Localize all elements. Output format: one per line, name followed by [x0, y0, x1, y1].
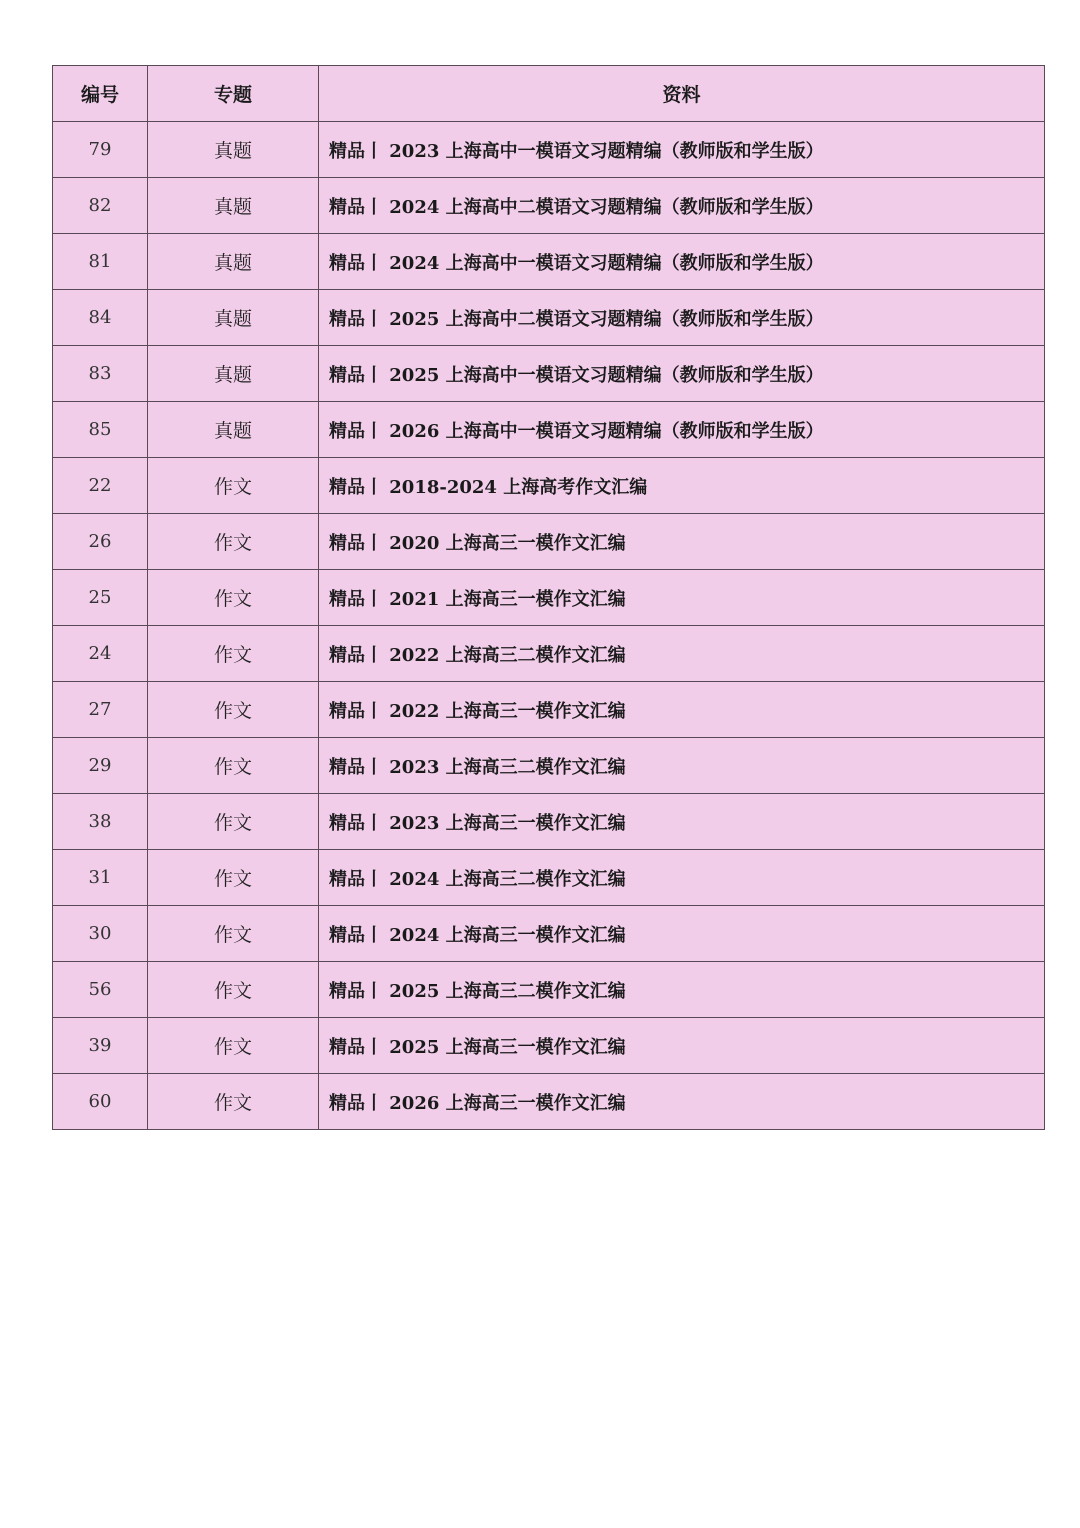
table-body [53, 122, 1045, 1130]
header-row [53, 66, 1045, 122]
table-row [53, 122, 1045, 178]
row-topic: 作文 [148, 1018, 319, 1074]
row-topic: 作文 [148, 794, 319, 850]
row-material: 精品丨 2022 上海高三一模作文汇编 [319, 682, 1045, 738]
row-number: 60 [53, 1074, 148, 1130]
row-topic: 真题 [148, 290, 319, 346]
catalog-table [52, 65, 1045, 1130]
row-number: 26 [53, 514, 148, 570]
table-row [53, 458, 1045, 514]
row-number: 83 [53, 346, 148, 402]
row-material: 精品丨 2024 上海高中一模语文习题精编（教师版和学生版） [319, 234, 1045, 290]
row-material: 精品丨 2024 上海高中二模语文习题精编（教师版和学生版） [319, 178, 1045, 234]
row-topic: 作文 [148, 962, 319, 1018]
row-topic: 真题 [148, 402, 319, 458]
table-row [53, 794, 1045, 850]
row-material: 精品丨 2026 上海高三一模作文汇编 [319, 1074, 1045, 1130]
row-topic: 真题 [148, 234, 319, 290]
table-row [53, 234, 1045, 290]
row-material: 精品丨 2026 上海高中一模语文习题精编（教师版和学生版） [319, 402, 1045, 458]
table-row [53, 682, 1045, 738]
row-material: 精品丨 2025 上海高三二模作文汇编 [319, 962, 1045, 1018]
row-number: 56 [53, 962, 148, 1018]
row-topic: 作文 [148, 850, 319, 906]
table-row [53, 402, 1045, 458]
row-number: 29 [53, 738, 148, 794]
table-row [53, 570, 1045, 626]
row-topic: 作文 [148, 570, 319, 626]
row-material: 精品丨 2023 上海高三一模作文汇编 [319, 794, 1045, 850]
table-row [53, 514, 1045, 570]
row-topic: 作文 [148, 738, 319, 794]
row-material: 精品丨 2025 上海高中二模语文习题精编（教师版和学生版） [319, 290, 1045, 346]
row-topic: 真题 [148, 346, 319, 402]
row-topic: 作文 [148, 906, 319, 962]
row-number: 81 [53, 234, 148, 290]
row-material: 精品丨 2021 上海高三一模作文汇编 [319, 570, 1045, 626]
row-material: 精品丨 2023 上海高中一模语文习题精编（教师版和学生版） [319, 122, 1045, 178]
row-material: 精品丨 2022 上海高三二模作文汇编 [319, 626, 1045, 682]
table-row [53, 346, 1045, 402]
row-topic: 真题 [148, 122, 319, 178]
table-header [53, 66, 1045, 122]
header-number: 编号 [53, 66, 148, 122]
table-row [53, 290, 1045, 346]
row-number: 24 [53, 626, 148, 682]
row-number: 84 [53, 290, 148, 346]
row-material: 精品丨 2024 上海高三一模作文汇编 [319, 906, 1045, 962]
row-topic: 作文 [148, 682, 319, 738]
row-material: 精品丨 2025 上海高中一模语文习题精编（教师版和学生版） [319, 346, 1045, 402]
table-row [53, 1018, 1045, 1074]
header-topic: 专题 [148, 66, 319, 122]
row-topic: 作文 [148, 514, 319, 570]
row-number: 31 [53, 850, 148, 906]
table-row [53, 1074, 1045, 1130]
table-row [53, 738, 1045, 794]
row-number: 39 [53, 1018, 148, 1074]
row-number: 82 [53, 178, 148, 234]
table-row [53, 626, 1045, 682]
row-topic: 作文 [148, 626, 319, 682]
table-row [53, 906, 1045, 962]
row-topic: 作文 [148, 458, 319, 514]
row-material: 精品丨 2023 上海高三二模作文汇编 [319, 738, 1045, 794]
row-number: 27 [53, 682, 148, 738]
row-number: 38 [53, 794, 148, 850]
row-material: 精品丨 2024 上海高三二模作文汇编 [319, 850, 1045, 906]
row-material: 精品丨 2020 上海高三一模作文汇编 [319, 514, 1045, 570]
row-number: 79 [53, 122, 148, 178]
row-topic: 真题 [148, 178, 319, 234]
row-number: 25 [53, 570, 148, 626]
table-row [53, 962, 1045, 1018]
header-material: 资料 [319, 66, 1045, 122]
table-row [53, 178, 1045, 234]
row-material: 精品丨 2025 上海高三一模作文汇编 [319, 1018, 1045, 1074]
row-number: 22 [53, 458, 148, 514]
row-material: 精品丨 2018-2024 上海高考作文汇编 [319, 458, 1045, 514]
row-topic: 作文 [148, 1074, 319, 1130]
row-number: 30 [53, 906, 148, 962]
row-number: 85 [53, 402, 148, 458]
table-row [53, 850, 1045, 906]
